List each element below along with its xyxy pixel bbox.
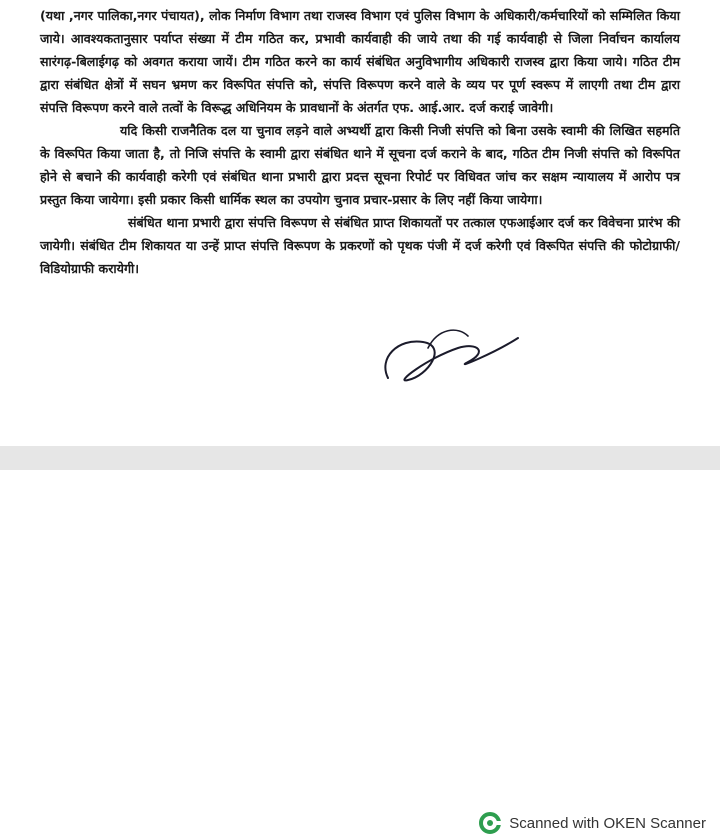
paragraph-3: संबंधित थाना प्रभारी द्वारा संपत्ति विरूपण से संबंधित प्राप्त शिकायतों पर तत्काल एफआईआर दर्ज कर विवेचना प्रारंभ की जायेगी। संबंधित टीम शिकायत या उन्हें प्राप्त संपत्ति विरूपण के प्रकरणों को पृथक पंजी में दर्ज करेगी एवं विरूपित संपत्ति की फोटोग्राफी/ विडियोग्राफी करायेगी। (40, 215, 680, 276)
scanner-label: Scanned with OKEN Scanner (509, 814, 706, 832)
scanned-document-page (0, 0, 720, 400)
handwritten-signature (368, 318, 528, 394)
bottom-strip (0, 446, 720, 470)
document-body (40, 4, 680, 280)
scanner-watermark (479, 812, 706, 834)
paragraph-2: यदि किसी राजनैतिक दल या चुनाव लड़ने वाले अभ्यर्थी द्वारा किसी निजी संपत्ति को बिना उसके स्वामी की लिखित सहमति के विरूपित किया जाता है, तो निजि संपत्ति के स्वामी द्वारा संबंधित थाने में सूचना दर्ज कराने के बाद, गठित टीम निजी संपत्ति को विरूपित होने से बचाने की कार्यवाही करेगी एवं संबंधित थाना प्रभारी द्वारा प्रदत्त सूचना रिपोर्ट पर विधिवत जांच कर सक्षम न्यायालय में आरोप पत्र प्रस्तुत किया जायेगा। इसी प्रकार किसी धार्मिक स्थल का उपयोग चुनाव प्रचार-प्रसार के लिए नहीं किया जायेगा। (40, 123, 680, 207)
oken-scanner-logo-icon (479, 812, 501, 834)
paragraph-1: (यथा ,नगर पालिका,नगर पंचायत), लोक निर्माण विभाग तथा राजस्व विभाग एवं पुलिस विभाग के अधिकारी/कर्मचारियों को सम्मिलित किया जाये। आवश्यकतानुसार पर्याप्त संख्या में टीम गठित कर, प्रभावी कार्यवाही की जाये तथा की गई कार्यवाही से जिला निर्वाचन कार्यालय सारंगढ़-बिलाईगढ़ को अवगत कराया जायें। टीम गठित करने का कार्य संबंधित अनुविभागीय अधिकारी राजस्व द्वारा किया जाये। गठित टीम द्वारा संबंधित क्षेत्रों में सघन भ्रमण कर विरूपित संपत्ति को, संपत्ति विरूपण करने वाले के व्यय पर पूर्ण स्वरूप में लाएगी तथा टीम द्वारा संपत्ति विरूपण करने वाले तत्वों के विरूद्ध अधिनियम के प्रावधानों के अंतर्गत एफ. आई.आर. दर्ज कराई जावेगी। (40, 8, 680, 115)
scanner-footer (0, 400, 720, 832)
